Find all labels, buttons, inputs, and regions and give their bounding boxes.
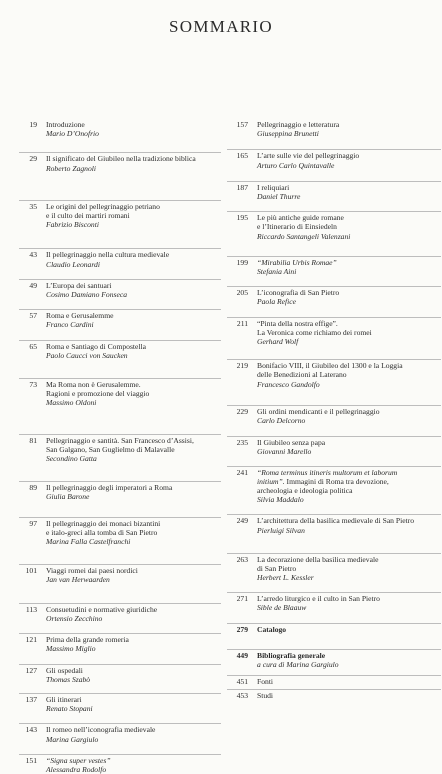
- toc-entry: [19, 754, 221, 774]
- entry-author: Giovanni Marello: [257, 447, 312, 457]
- toc-entry: [227, 675, 441, 686]
- entry-author: Cosimo Damiano Fonseca: [46, 290, 127, 300]
- page-number: 241: [236, 467, 248, 477]
- toc-column-left: [19, 119, 221, 774]
- entry-author: Jan van Herwaarden: [46, 575, 110, 585]
- toc-entry: [19, 119, 221, 138]
- entry-author: Alessandra Rodolfo: [46, 764, 107, 774]
- entry-author: Thomas Szabò: [46, 674, 91, 684]
- page-number: 157: [236, 120, 248, 129]
- toc-entry: [19, 564, 221, 584]
- page-number: 205: [236, 288, 248, 298]
- entry-author: Renato Stopani: [46, 704, 93, 714]
- entry-author: Daniel Thurre: [257, 192, 301, 202]
- page-number: 19: [29, 120, 37, 129]
- toc-entry: [19, 633, 221, 653]
- page-number: 195: [236, 213, 248, 223]
- toc-entry: [19, 517, 221, 547]
- page-number: 143: [25, 725, 37, 735]
- toc-entry: [19, 152, 221, 172]
- entry-title: Gli itinerari: [46, 694, 82, 704]
- entry-author: Ortensio Zecchino: [46, 613, 103, 623]
- entry-author: Silvia Maddalo: [257, 495, 304, 505]
- entry-author: Gerhard Wolf: [257, 337, 299, 347]
- toc-entry: [227, 436, 441, 456]
- page-number: 101: [25, 566, 37, 576]
- toc-entry: [227, 689, 441, 700]
- entry-title: Prima della grande romeria: [46, 635, 129, 645]
- entry-author: Stefania Aini: [257, 267, 297, 277]
- page-number: 151: [25, 755, 37, 765]
- entry-title: “Mirabilia Urbis Romae”: [257, 257, 337, 267]
- entry-author: Marina Gargiulo: [46, 734, 99, 744]
- toc-entry: [19, 603, 221, 623]
- toc-entry: [227, 256, 441, 276]
- page-number: 279: [236, 624, 248, 634]
- entry-author: Fabrizio Bisconti: [46, 220, 99, 230]
- page-number: 127: [25, 665, 37, 675]
- entry-title: Viaggi romei dai paesi nordici: [46, 566, 138, 576]
- toc-entry: [227, 405, 441, 425]
- entry-title: Gli ospedali: [46, 665, 83, 675]
- entry-title: Roma e Santiago di Compostella: [46, 341, 146, 351]
- entry-author: Herbert L. Kessler: [257, 573, 314, 583]
- entry-author: Franco Cardini: [46, 320, 94, 330]
- page-number: 65: [29, 341, 37, 351]
- entry-author: a cura di Marina Gargiulo: [257, 660, 339, 670]
- entry-title: Consuetudini e normative giuridiche: [46, 604, 158, 614]
- toc-entry: [19, 693, 221, 713]
- entry-title-italic: “Roma terminus itineris multorum et laborum initium”.: [257, 467, 398, 486]
- page-number: 235: [236, 438, 248, 448]
- toc-entry: [19, 340, 221, 360]
- entry-author: Paola Refice: [257, 297, 297, 307]
- toc-entry: [227, 359, 441, 389]
- entry-author: Marina Falla Castelfranchi: [46, 537, 131, 547]
- entry-title: Fonti: [257, 676, 274, 686]
- page-number: 263: [236, 554, 248, 564]
- toc-entry: [227, 649, 441, 669]
- page-number: 81: [29, 435, 37, 445]
- page-number: 219: [236, 361, 248, 371]
- page-number: 199: [236, 257, 248, 267]
- toc-entry: [227, 149, 441, 169]
- entry-title: Pellegrinaggio e letteratura: [257, 120, 340, 129]
- entry-title: Il significato del Giubileo nella tradizione biblica: [46, 154, 196, 164]
- page-number: 35: [29, 201, 37, 211]
- toc-entry: [227, 317, 441, 347]
- page-number: 29: [29, 154, 37, 164]
- toc-entry: [19, 434, 221, 464]
- entry-title: Pellegrinaggio e santità. San Francesco d’Assisi, San Galgano, San Guglielmo di Malavalle: [46, 435, 194, 454]
- page-number: 121: [25, 635, 37, 645]
- toc-entry: [19, 200, 221, 230]
- entry-title: Ma Roma non è Gerusalemme. Ragioni e promozione del viaggio: [46, 380, 150, 399]
- entry-author: Sible de Blaauw: [257, 602, 307, 612]
- entry-title: Roma e Gerusalemme: [46, 311, 114, 321]
- entry-author: Secondino Gatta: [46, 454, 97, 464]
- entry-author: Carlo Delcorno: [257, 416, 306, 426]
- toc-entry: [227, 119, 441, 138]
- toc-entry: [227, 592, 441, 612]
- entry-title: La decorazione della basilica medievale di San Pietro: [257, 554, 379, 574]
- entry-title: Il pellegrinaggio degli imperatori a Roma: [46, 483, 173, 493]
- toc-entry: [227, 181, 441, 201]
- entry-title: “Pinta della nostra effige”. La Veronica come richiamo dei romei: [257, 318, 372, 337]
- entry-title: L’Europa dei santuari: [46, 280, 112, 290]
- page-number: 453: [236, 690, 248, 700]
- entry-title: Gli ordini mendicanti e il pellegrinaggio: [257, 406, 380, 416]
- toc-entry: [19, 279, 221, 299]
- toc-entry: [227, 553, 441, 583]
- entry-title: Studi: [257, 690, 274, 700]
- entry-author: Giuseppina Brunetti: [257, 129, 319, 139]
- entry-title: Catalogo: [257, 624, 287, 634]
- page-number: 57: [29, 311, 37, 321]
- entry-author: Francesco Gandolfo: [257, 379, 320, 389]
- entry-author: Massimo Oldoni: [46, 398, 97, 408]
- entry-title: Il Giubileo senza papa: [257, 438, 326, 448]
- toc-entry: [19, 248, 221, 268]
- page-number: 229: [236, 406, 248, 416]
- page-number: 211: [236, 318, 248, 328]
- entry-author: Mario D’Onofrio: [46, 129, 99, 139]
- page-number: 113: [25, 604, 37, 614]
- page-number: 187: [236, 182, 248, 192]
- entry-author: Paolo Caucci von Saucken: [46, 350, 128, 360]
- entry-title: Le più antiche guide romane e l’Itinerario di Einsiedeln: [257, 213, 344, 232]
- toc-entry: [227, 623, 441, 634]
- entry-author: Riccardo Santangeli Valenzani: [257, 231, 351, 241]
- entry-title: Introduzione: [46, 120, 85, 129]
- entry-title: L’iconografia di San Pietro: [257, 288, 340, 298]
- toc-entry: [19, 309, 221, 329]
- entry-title: “Signa super vestes”: [46, 755, 111, 765]
- toc-entry: [227, 466, 441, 505]
- entry-author: Claudio Leonardi: [46, 259, 100, 269]
- toc-entry: [19, 481, 221, 501]
- entry-title: Il pellegrinaggio nella cultura medievale: [46, 250, 170, 260]
- entry-author: Pierluigi Silvan: [257, 525, 305, 535]
- toc-column-right: [227, 119, 441, 700]
- page-number: 165: [236, 151, 248, 161]
- page-number: 451: [236, 676, 248, 686]
- toc-entry: [19, 378, 221, 408]
- page-number: 43: [29, 250, 37, 260]
- page-number: 89: [29, 483, 37, 493]
- entry-author: Giulia Barone: [46, 492, 90, 502]
- entry-title: I reliquiari: [257, 182, 290, 192]
- entry-title: Bonifacio VIII, il Giubileo del 1300 e la Loggia delle Benedizioni al Laterano: [257, 361, 403, 380]
- toc-entry: [19, 723, 221, 743]
- page-number: 137: [25, 694, 37, 704]
- entry-title: Il romeo nell’iconografia medievale: [46, 725, 156, 735]
- entry-title: Il pellegrinaggio dei monaci bizantini e italo-greci alla tomba di San Pietro: [46, 518, 161, 537]
- entry-title: L’arte sulle vie del pellegrinaggio: [257, 151, 360, 161]
- entry-author: Massimo Miglio: [46, 644, 96, 654]
- entry-title: L’arredo liturgico e il culto in San Pietro: [257, 593, 380, 603]
- entry-title-rest: Immagini di Roma tra devozione, archeologia e ideologia politica: [257, 476, 389, 496]
- toc-entry: [227, 286, 441, 306]
- toc-entry: [227, 211, 441, 241]
- toc-entry: [227, 514, 441, 534]
- entry-title: Le origini del pellegrinaggio petriano e il culto dei martiri romani: [46, 201, 160, 221]
- entry-title: [257, 468, 441, 496]
- entry-title: L’architettura della basilica medievale di San Pietro: [257, 516, 415, 526]
- page-number: 449: [236, 651, 248, 661]
- page-title: SOMMARIO: [169, 17, 273, 36]
- entry-title: Bibliografia generale: [257, 651, 326, 661]
- page-number: 249: [236, 516, 248, 526]
- page-number: 271: [236, 593, 248, 603]
- entry-author: Arturo Carlo Quintavalle: [257, 160, 335, 170]
- page-number: 73: [29, 380, 37, 390]
- toc-entry: [19, 664, 221, 684]
- page-number: 97: [29, 518, 37, 528]
- page-number: 49: [29, 280, 37, 290]
- entry-author: Roberto Zagnoli: [46, 163, 96, 173]
